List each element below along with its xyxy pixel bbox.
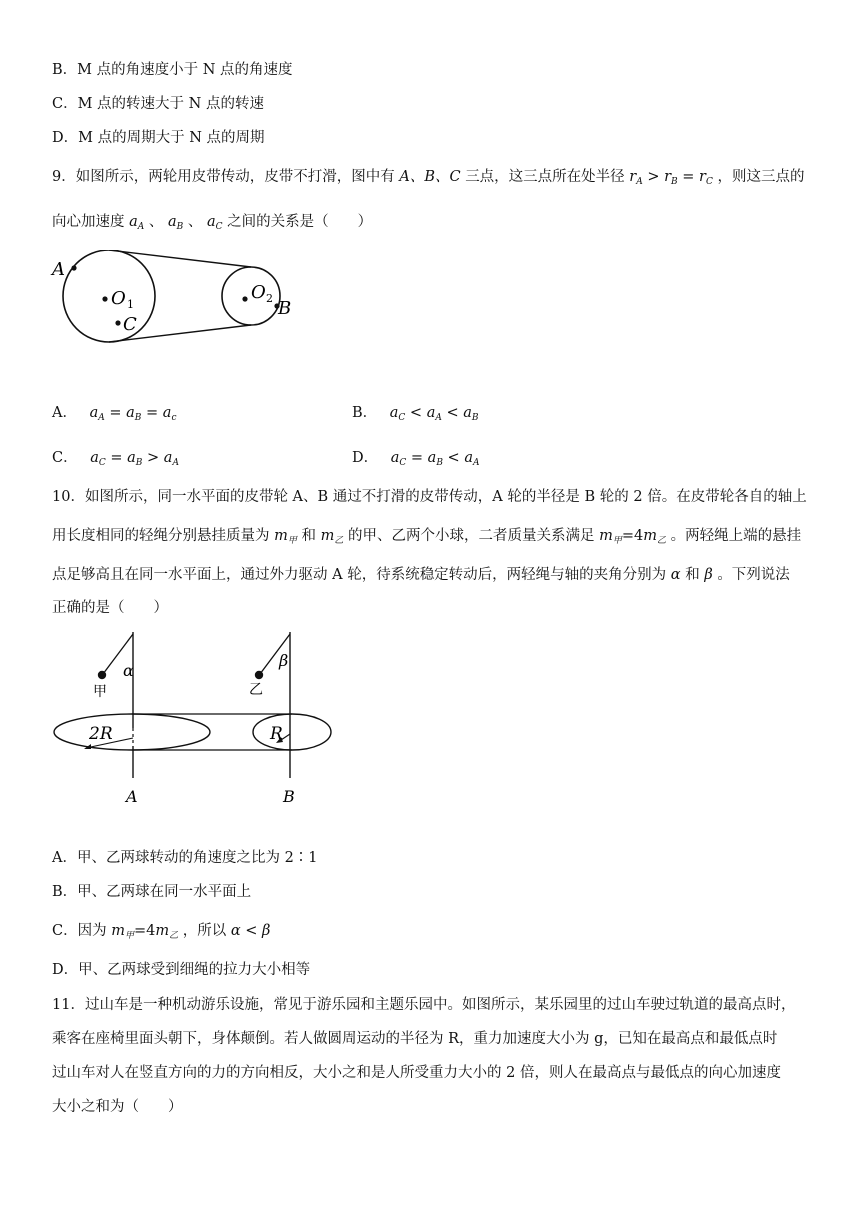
q8-option-b: B．M 点的角速度小于 N 点的角速度 — [52, 62, 293, 78]
label-b: B — [278, 298, 292, 319]
label-o1-sub: 1 — [127, 298, 134, 311]
q11-stem-line2: 乘客在座椅里面头朝下，身体颠倒。若人做圆周运动的半径为 R，重力加速度大小为 g，已知在最高点和最低点时 — [52, 1031, 778, 1047]
q11-stem-line4: 大小之和为（ ） — [52, 1099, 183, 1115]
q10-pulley-pendulum-figure — [50, 628, 340, 808]
q11-stem-line3: 过山车对人在竖直方向的力的方向相反，大小之和是人所受重力大小的 2 倍，则人在最高点与最低点的向心加速度 — [52, 1065, 781, 1081]
q8-option-c: C．M 点的转速大于 N 点的转速 — [52, 96, 264, 112]
label-o2: O — [251, 282, 266, 303]
q9-accel-symbols: $a_A$ 、 $a_B$ 、 $a_C$ — [129, 214, 223, 232]
point-a — [71, 265, 76, 270]
q8-option-d: D．M 点的周期大于 N 点的周期 — [52, 130, 265, 146]
label-jia: 甲 — [93, 684, 107, 700]
ball-yi — [255, 671, 263, 679]
q9-option-c: C． $a_C = a_B > a_A$ — [52, 450, 179, 468]
q10-stem-line1: 10．如图所示，同一水平面的皮带轮 A、B 通过不打滑的皮带传动，A 轮的半径是 B 轮的 2 倍。在皮带轮各自的轴上 — [52, 489, 807, 505]
q10-option-c: C．因为 $m_甲=4m_乙$ ，所以 α < β — [52, 923, 271, 941]
ball-jia — [98, 671, 106, 679]
q10-stem-line3: 点足够高且在同一水平面上，通过外力驱动 A 轮，待系统稳定转动后，两轻绳与轴的夹角分别为 α 和 β 。下列说法 — [52, 567, 790, 583]
q11-stem-line1: 11．过山车是一种机动游乐设施，常见于游乐园和主题乐园中。如图所示，某乐园里的过山车驶过轨道的最高点时， — [52, 997, 796, 1013]
pulley-a — [54, 714, 210, 750]
center-o1 — [102, 296, 107, 301]
point-c — [115, 320, 120, 325]
label-yi: 乙 — [249, 682, 263, 698]
q9-stem-line1: 9．如图所示，两轮用皮带传动，皮带不打滑，图中有 A、B、C 三点，这三点所在处半径 $r_A > r_B = r_C$ ，则这三点的 — [52, 169, 805, 187]
q9-option-a: A． $a_A = a_B = a_c$ — [52, 405, 177, 423]
label-a: A — [52, 259, 65, 280]
belt-top — [109, 250, 251, 267]
label-c: C — [123, 314, 137, 335]
label-r: R — [270, 724, 283, 744]
q10-option-b: B．甲、乙两球在同一水平面上 — [52, 884, 252, 900]
label-o1: O — [111, 288, 126, 309]
q10-mass-relation: $m_甲=4m_乙$ — [599, 528, 666, 546]
label-o2-sub: 2 — [266, 292, 273, 305]
q10-stem-line4: 正确的是（ ） — [52, 600, 168, 616]
q10-stem-line2: 用长度相同的轻绳分别悬挂质量为 $m_甲$ 和 $m_乙$ 的甲、乙两个小球，二者质量关系满足 $m_甲=4m_乙$ 。两轻绳上端的悬挂 — [52, 528, 802, 546]
label-shaft-a: A — [126, 787, 138, 806]
q10-option-a: A．甲、乙两球转动的角速度之比为 2∶1 — [52, 850, 318, 866]
q9-belt-pulley-figure — [48, 250, 308, 350]
q10-option-d: D．甲、乙两球受到细绳的拉力大小相等 — [52, 962, 311, 978]
pulley-o1-circle — [63, 250, 155, 342]
q9-option-d: D． $a_C = a_B < a_A$ — [352, 450, 480, 468]
q9-option-b: B． $a_C < a_A < a_B$ — [352, 405, 479, 423]
center-o2 — [242, 296, 247, 301]
pulley-b — [253, 714, 331, 750]
label-shaft-b: B — [283, 787, 295, 806]
q9-radius-relation: $r_A > r_B = r_C$ — [629, 169, 713, 187]
q9-stem-line2: 向心加速度 $a_A$ 、 $a_B$ 、 $a_C$ 之间的关系是（ ） — [52, 214, 373, 232]
label-2r: 2R — [89, 724, 113, 744]
angle-alpha: α — [123, 661, 134, 680]
angle-beta: β — [279, 651, 289, 670]
